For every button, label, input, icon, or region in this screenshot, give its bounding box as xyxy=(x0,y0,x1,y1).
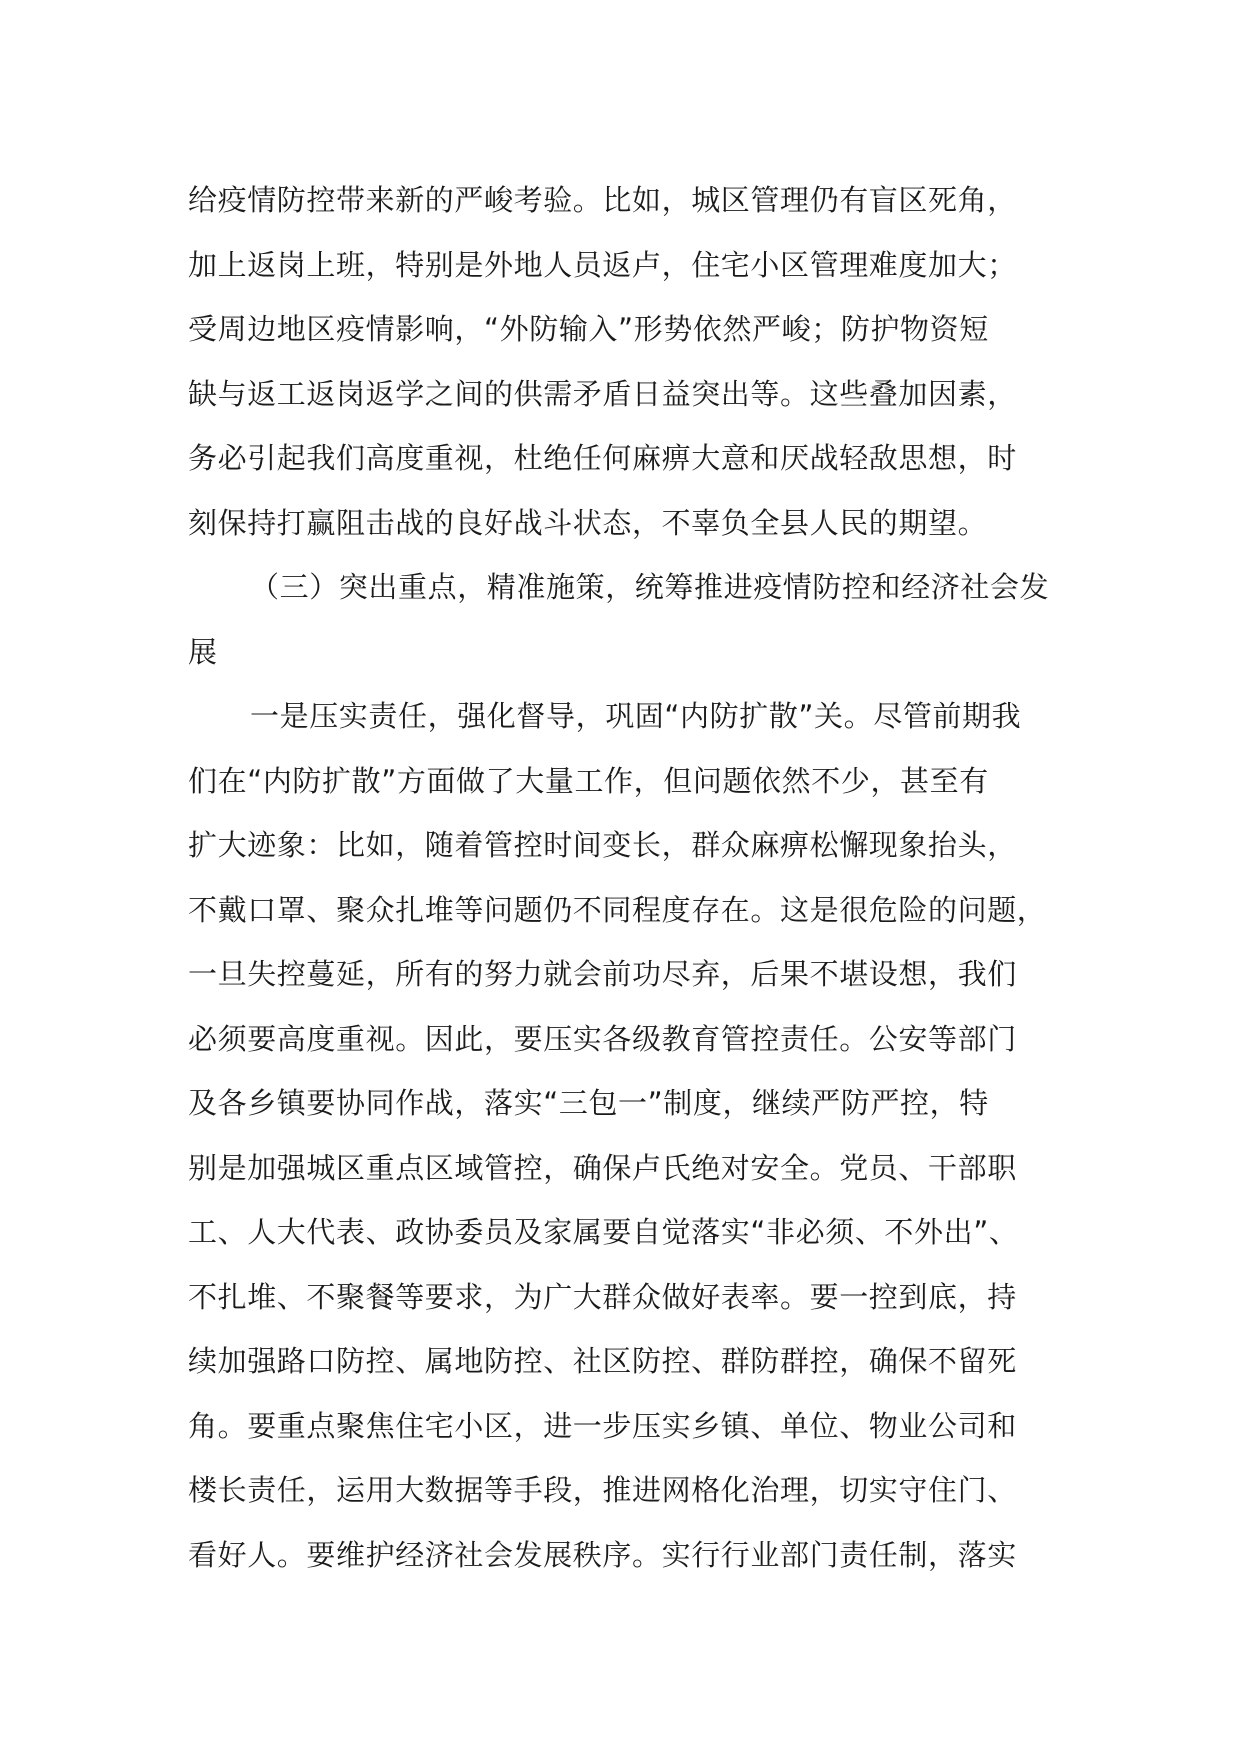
text-line: 务必引起我们高度重视，杜绝任何麻痹大意和厌战轻敌思想，时 xyxy=(188,441,1017,475)
text-line: 加上返岗上班，特别是外地人员返卢，住宅小区管理难度加大； xyxy=(188,247,1017,282)
text-line: 楼长责任，运用大数据等手段，推进网格化治理，切实守住门、 xyxy=(188,1473,1017,1507)
text-line: 不戴口罩、聚众扎堆等问题仍不同程度存在。这是很危险的问题， xyxy=(188,892,1047,927)
text-line: 看好人。要维护经济社会发展秩序。实行行业部门责任制，落实 xyxy=(188,1537,1017,1572)
text-line: 缺与返工返岗返学之间的供需矛盾日益突出等。这些叠加因素， xyxy=(188,376,1017,411)
text-line: 必须要高度重视。因此，要压实各级教育管控责任。公安等部门 xyxy=(188,1021,1017,1056)
text-line: 受周边地区疫情影响，“外防输入”形势依然严峻；防护物资短 xyxy=(188,312,989,346)
section-heading-continued: 展 xyxy=(188,634,218,669)
text-line: 扩大迹象：比如，随着管控时间变长，群众麻痹松懈现象抬头， xyxy=(188,828,1017,862)
paragraph-start: 一是压实责任，强化督导，巩固“内防扩散”关。尽管前期我 xyxy=(250,699,1022,733)
text-line: 及各乡镇要协同作战，落实“三包一”制度，继续严防严控，特 xyxy=(188,1086,989,1120)
text-line: 不扎堆、不聚餐等要求，为广大群众做好表率。要一控到底，持 xyxy=(188,1279,1017,1314)
text-line: 续加强路口防控、属地防控、社区防控、群防群控，确保不留死 xyxy=(188,1344,1017,1378)
text-line: 刻保持打赢阻击战的良好战斗状态，不辜负全县人民的期望。 xyxy=(188,505,988,540)
text-line: 工、人大代表、政协委员及家属要自觉落实“非必须、不外出”、 xyxy=(188,1215,1019,1249)
text-line: 别是加强城区重点区域管控，确保卢氏绝对安全。党员、干部职 xyxy=(188,1150,1017,1185)
section-heading: （三）突出重点，精准施策，统筹推进疫情防控和经济社会发 xyxy=(250,570,1050,604)
body-text xyxy=(188,168,1078,1587)
text-line: 角。要重点聚焦住宅小区，进一步压实乡镇、单位、物业公司和 xyxy=(188,1408,1017,1443)
text-line: 给疫情防控带来新的严峻考验。比如，城区管理仍有盲区死角， xyxy=(188,183,1017,217)
text-line: 们在“内防扩散”方面做了大量工作，但问题依然不少，甚至有 xyxy=(188,763,989,798)
text-line: 一旦失控蔓延，所有的努力就会前功尽弃，后果不堪设想，我们 xyxy=(188,957,1017,991)
